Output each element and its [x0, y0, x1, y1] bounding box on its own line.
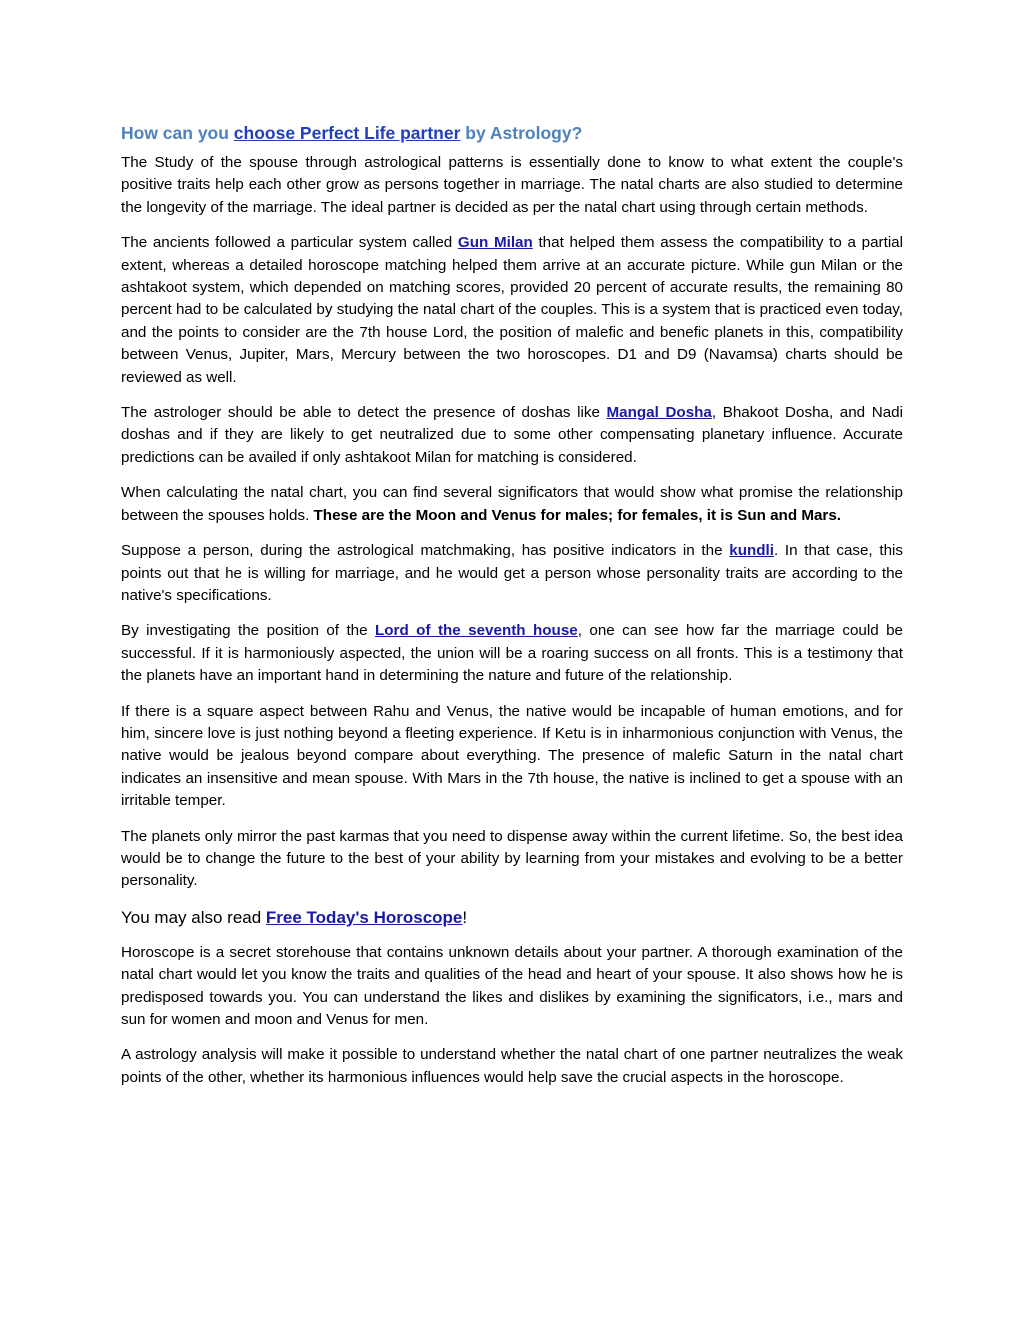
- text: You may also read: [121, 907, 266, 927]
- kundli-link[interactable]: kundli: [729, 542, 774, 560]
- lord-seventh-house-link[interactable]: Lord of the seventh house: [375, 622, 578, 640]
- text: The ancients followed a particular system called: [121, 234, 458, 252]
- paragraph-aspects: If there is a square aspect between Rahu and Venus, the native would be incapable of human emotions, and for him, sincere love is just nothing beyond a fleeting experience. If Ketu is in inharmonious conjunction with Venus, the native would be jealous beyond compare about everything. The presence of malefic Saturn in the natal chart indicates an insensitive and mean spouse. With Mars in the 7th house, the native is inclined to get a spouse with an irritable temper.: [121, 702, 903, 810]
- paragraph-intro: The Study of the spouse through astrological patterns is essentially done to know to what extent the couple's positive traits help each other grow as persons together in marriage. The natal charts are also studied to determine the longevity of the marriage. The ideal partner is decided as per the natal chart using through certain methods.: [121, 154, 903, 216]
- choose-life-partner-link[interactable]: choose Perfect Life partner: [233, 123, 461, 143]
- text: !: [462, 907, 468, 927]
- bold-text: These are the Moon and Venus for males; for females, it is Sun and Mars.: [313, 506, 841, 524]
- read-more-line: [121, 906, 903, 930]
- paragraph-seventh-house: [121, 620, 903, 687]
- paragraph-significators: [121, 482, 903, 527]
- free-today-horoscope-link[interactable]: Free Today's Horoscope: [265, 907, 463, 927]
- page-title: [121, 118, 903, 148]
- paragraph-kundli: [121, 540, 903, 607]
- text: By investigating the position of the: [121, 622, 375, 640]
- document-page: [121, 118, 903, 1102]
- gun-milan-link[interactable]: Gun Milan: [457, 234, 533, 252]
- paragraph-gun-milan: [121, 232, 903, 389]
- text: , one can see how far the marriage could be successful. If it is harmoniously aspected, the union will be a roaring success on all fronts. This is a testimony that the planets have an important hand in determining the nature and future of the relationship.: [121, 622, 903, 685]
- paragraph-storehouse: Horoscope is a secret storehouse that contains unknown details about your partner. A thorough examination of the natal chart would let you know the traits and qualities of the head and heart of your spouse. It also shows how he is predisposed towards you. You can understand the likes and dislikes by examining the significators, i.e., mars and sun for women and moon and Venus for men.: [121, 943, 903, 1028]
- paragraph-karmas: The planets only mirror the past karmas that you need to dispense away within the current lifetime. So, the best idea would be to change the future to the best of your ability by learning from your mistakes and evolving to be a better personality.: [121, 827, 903, 890]
- text: that helped them assess the compatibility to a partial extent, whereas a detailed horoscope matching helped them arrive at an accurate picture. While gun Milan or the ashtakoot system, which depended on matching scores, provided 20 percent of accurate results, the remaining 80 percent had to be calculated by studying the natal chart of the couples. This is a system that is practiced even today, and the points to consider are the 7th house Lord, the position of malefic and benefic planets in this, compatibility between Venus, Jupiter, Mars, Mercury between the two horoscopes. D1 and D9 (Navamsa) charts should be reviewed as well.: [121, 234, 904, 386]
- mangal-dosha-link[interactable]: Mangal Dosha: [606, 404, 712, 422]
- text: , Bhakoot Dosha, and Nadi doshas and if they are likely to get neutralized due to some other compensating planetary influence. Accurate predictions can be availed if only ashtakoot Milan for matching is considered.: [121, 404, 903, 466]
- paragraph-analysis: A astrology analysis will make it possible to understand whether the natal chart of one partner neutralizes the weak points of the other, whether its harmonious influences would help save the crucial aspects in the horoscope.: [121, 1046, 903, 1086]
- text: Suppose a person, during the astrological matchmaking, has positive indicators in the: [121, 542, 730, 560]
- text: The astrologer should be able to detect the presence of doshas like: [121, 404, 607, 422]
- paragraph-doshas: [121, 402, 903, 469]
- text: . In that case, this points out that he is willing for marriage, and he would get a person whose personality traits are according to the native's specifications.: [121, 542, 904, 604]
- title-prefix: How can you: [121, 123, 234, 143]
- title-suffix: by Astrology?: [460, 123, 583, 143]
- text: When calculating the natal chart, you can find several significators that would show what promise the relationship between the spouses holds.: [121, 484, 903, 524]
